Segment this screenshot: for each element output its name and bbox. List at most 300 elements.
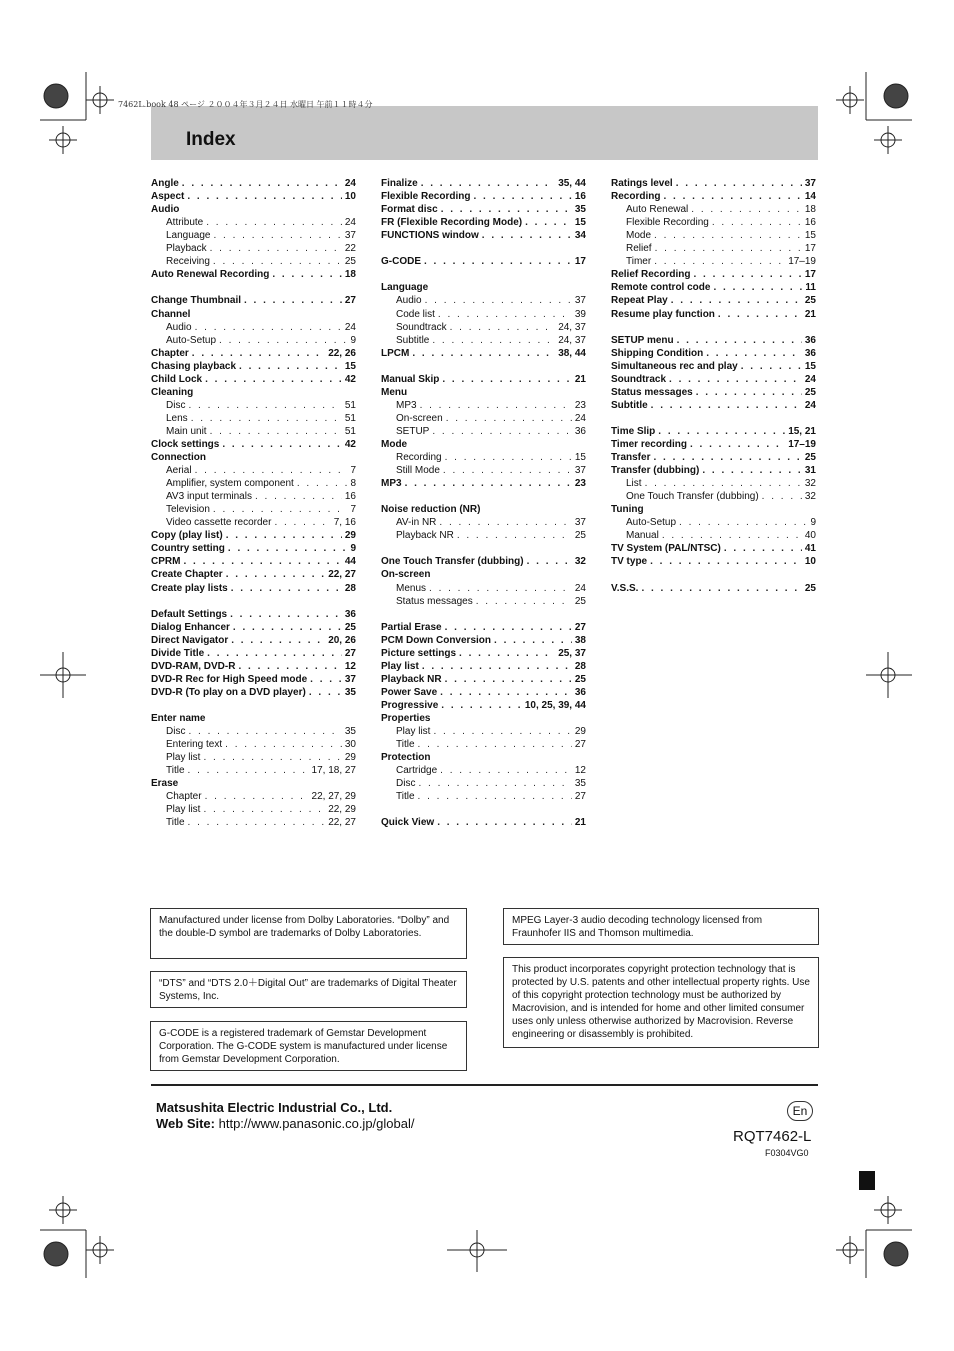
index-subentry bbox=[151, 242, 356, 255]
index-heading bbox=[381, 438, 586, 451]
index-label: MP3 bbox=[396, 399, 417, 411]
index-label: Title bbox=[166, 817, 185, 829]
leader-dots bbox=[645, 477, 802, 490]
language-badge: En bbox=[787, 1101, 813, 1121]
index-label: AV-in NR bbox=[396, 517, 437, 529]
index-label: SETUP menu bbox=[611, 334, 674, 346]
index-page: 25 bbox=[344, 256, 356, 268]
index-label: Auto-Setup bbox=[626, 517, 677, 529]
index-label: Language bbox=[381, 282, 429, 294]
leader-dots bbox=[203, 751, 341, 764]
index-page: 36 bbox=[574, 425, 586, 437]
index-page: 24 bbox=[344, 178, 356, 190]
leader-dots bbox=[494, 634, 572, 647]
index-entry bbox=[381, 216, 586, 229]
index-subentry bbox=[381, 529, 586, 542]
index-entry bbox=[151, 294, 356, 307]
index-page: 18 bbox=[804, 204, 816, 216]
index-heading bbox=[381, 568, 586, 581]
index-entry bbox=[611, 438, 816, 451]
index-entry bbox=[151, 360, 356, 373]
leader-dots bbox=[187, 190, 342, 203]
index-label: Connection bbox=[151, 452, 206, 464]
index-page: 27 bbox=[574, 739, 586, 751]
print-note: 7462L.book 48 ページ ２００４年３月２４日 水曜日 午前１１時４分 bbox=[118, 100, 373, 109]
index-subentry bbox=[381, 321, 586, 334]
leader-dots bbox=[230, 608, 342, 621]
leader-dots bbox=[696, 386, 802, 399]
leader-dots bbox=[206, 216, 342, 229]
index-spacer bbox=[381, 268, 586, 281]
index-page: 24 bbox=[804, 399, 816, 411]
leader-dots bbox=[439, 516, 571, 529]
index-page: 22 bbox=[344, 243, 356, 255]
index-page: 24 bbox=[574, 582, 586, 594]
leader-dots bbox=[654, 229, 802, 242]
index-page: 22, 27 bbox=[328, 817, 356, 829]
index-label: Receiving bbox=[166, 256, 210, 268]
index-entry bbox=[381, 660, 586, 673]
index-page: 9 bbox=[810, 517, 816, 529]
index-label: Simultaneous rec and play bbox=[611, 360, 738, 372]
index-page: 10 bbox=[344, 191, 356, 203]
index-label: Aerial bbox=[166, 465, 192, 477]
index-subentry bbox=[611, 216, 816, 229]
index-entry bbox=[151, 190, 356, 203]
index-entry bbox=[611, 268, 816, 281]
index-page: 37 bbox=[574, 465, 586, 477]
index-page: 17 bbox=[804, 269, 816, 281]
leader-dots bbox=[226, 568, 325, 581]
index-label: Auto Renewal bbox=[626, 204, 689, 216]
index-entry bbox=[151, 634, 356, 647]
index-entry bbox=[151, 268, 356, 281]
index-entry bbox=[611, 386, 816, 399]
index-page: 24 bbox=[344, 217, 356, 229]
leader-dots bbox=[693, 268, 801, 281]
index-label: Playback NR bbox=[381, 673, 442, 685]
index-label: Disc bbox=[396, 778, 416, 790]
index-page: 27 bbox=[574, 791, 586, 803]
index-heading bbox=[611, 503, 816, 516]
index-entry bbox=[381, 373, 586, 386]
index-page: 25, 37 bbox=[558, 647, 586, 659]
index-page: 7 bbox=[350, 465, 356, 477]
index-label: Cartridge bbox=[396, 765, 438, 777]
index-label: Transfer (dubbing) bbox=[611, 465, 700, 477]
index-entry bbox=[611, 177, 816, 190]
index-subentry bbox=[151, 725, 356, 738]
index-page: 24 bbox=[804, 373, 816, 385]
index-spacer bbox=[381, 490, 586, 503]
leader-dots bbox=[662, 529, 802, 542]
index-label: Play list bbox=[396, 726, 431, 738]
index-label: Relief Recording bbox=[611, 269, 691, 281]
index-entry bbox=[381, 686, 586, 699]
index-label: DVD-R (To play on a DVD player) bbox=[151, 686, 306, 698]
index-entry bbox=[381, 699, 586, 712]
leader-dots bbox=[658, 425, 785, 438]
leader-dots bbox=[205, 373, 342, 386]
index-page: 7, 16 bbox=[333, 517, 356, 529]
leader-dots bbox=[441, 203, 572, 216]
index-label: Chasing playback bbox=[151, 360, 237, 372]
index-page: 16 bbox=[804, 217, 816, 229]
leader-dots bbox=[225, 738, 342, 751]
index-label: Finalize bbox=[381, 178, 418, 190]
index-subentry bbox=[381, 294, 586, 307]
index-entry bbox=[611, 294, 816, 307]
index-page: 42 bbox=[344, 438, 356, 450]
index-subentry bbox=[151, 490, 356, 503]
index-subentry bbox=[611, 203, 816, 216]
index-label: Default Settings bbox=[151, 608, 228, 620]
leader-dots bbox=[420, 399, 572, 412]
index-subentry bbox=[151, 216, 356, 229]
leader-dots bbox=[214, 229, 342, 242]
leader-dots bbox=[691, 203, 802, 216]
index-page: 39 bbox=[574, 308, 586, 320]
leader-dots bbox=[309, 686, 342, 699]
index-label: Child Lock bbox=[151, 373, 203, 385]
index-heading bbox=[151, 307, 356, 320]
index-subentry bbox=[381, 412, 586, 425]
index-page: 36 bbox=[574, 686, 586, 698]
leader-dots bbox=[231, 634, 325, 647]
index-label: On-screen bbox=[381, 569, 431, 581]
index-label: Flexible Recording bbox=[381, 191, 471, 203]
index-entry bbox=[381, 203, 586, 216]
index-page: 9 bbox=[350, 543, 356, 555]
index-entry bbox=[151, 581, 356, 594]
leader-dots bbox=[669, 373, 802, 386]
leader-dots bbox=[653, 451, 801, 464]
leader-dots bbox=[445, 621, 572, 634]
index-page: 15 bbox=[574, 217, 586, 229]
index-entry bbox=[381, 634, 586, 647]
page-title: Index bbox=[186, 129, 236, 150]
index-page: 35 bbox=[574, 778, 586, 790]
index-label: Title bbox=[396, 791, 415, 803]
index-label: Country setting bbox=[151, 543, 225, 555]
index-entry bbox=[611, 451, 816, 464]
leader-dots bbox=[226, 529, 342, 542]
index-subentry bbox=[611, 490, 816, 503]
index-label: Remote control code bbox=[611, 282, 711, 294]
index-page: 37 bbox=[574, 295, 586, 307]
index-page: 17 bbox=[804, 243, 816, 255]
leader-dots bbox=[412, 347, 555, 360]
index-page: 14 bbox=[804, 191, 816, 203]
index-page: 42 bbox=[344, 373, 356, 385]
index-page: 15 bbox=[574, 452, 586, 464]
index-page: 29 bbox=[344, 752, 356, 764]
leader-dots bbox=[195, 321, 342, 334]
index-entry bbox=[381, 673, 586, 686]
index-subentry bbox=[611, 477, 816, 490]
index-entry bbox=[151, 529, 356, 542]
index-label: Play list bbox=[166, 752, 201, 764]
index-label: V.S.S. bbox=[611, 582, 639, 594]
leader-dots bbox=[297, 477, 348, 490]
leader-dots bbox=[310, 673, 342, 686]
index-label: Mode bbox=[626, 230, 652, 242]
index-page: 35, 44 bbox=[558, 178, 586, 190]
leader-dots bbox=[228, 542, 348, 555]
index-subentry bbox=[381, 595, 586, 608]
index-spacer bbox=[611, 412, 816, 425]
leader-dots bbox=[219, 334, 347, 347]
index-label: Protection bbox=[381, 752, 431, 764]
leader-dots bbox=[422, 660, 572, 673]
leader-dots bbox=[405, 477, 572, 490]
leader-dots bbox=[210, 242, 342, 255]
index-entry bbox=[151, 347, 356, 360]
leader-dots bbox=[438, 308, 572, 321]
index-spacer bbox=[381, 542, 586, 555]
index-label: Properties bbox=[381, 712, 431, 724]
index-label: MP3 bbox=[381, 478, 402, 490]
index-subentry bbox=[151, 321, 356, 334]
index-label: Subtitle bbox=[611, 399, 648, 411]
leader-dots bbox=[525, 216, 572, 229]
index-label: Cleaning bbox=[151, 386, 194, 398]
leader-dots bbox=[188, 725, 341, 738]
index-label: Create play lists bbox=[151, 582, 228, 594]
index-spacer bbox=[151, 281, 356, 294]
leader-dots bbox=[272, 268, 342, 281]
web-label: Web Site: bbox=[156, 1116, 215, 1131]
index-entry bbox=[611, 581, 816, 594]
index-page: 21 bbox=[574, 373, 586, 385]
index-entry bbox=[611, 360, 816, 373]
index-page: 15, 21 bbox=[788, 425, 816, 437]
index-page: 29 bbox=[344, 530, 356, 542]
index-label: Relief bbox=[626, 243, 652, 255]
leader-dots bbox=[418, 777, 571, 790]
leader-dots bbox=[437, 816, 572, 829]
index-page: 9 bbox=[350, 334, 356, 346]
index-subentry bbox=[151, 790, 356, 803]
index-page: 12 bbox=[344, 660, 356, 672]
index-label: DVD-RAM, DVD-R bbox=[151, 660, 236, 672]
index-label: Playback bbox=[166, 243, 207, 255]
leader-dots bbox=[527, 555, 572, 568]
index-label: Audio bbox=[166, 321, 192, 333]
index-subentry bbox=[611, 529, 816, 542]
index-entry bbox=[381, 255, 586, 268]
index-label: Copy (play list) bbox=[151, 530, 223, 542]
leader-dots bbox=[239, 360, 342, 373]
leader-dots bbox=[450, 321, 556, 334]
print-code: F0304VG0 bbox=[765, 1148, 809, 1158]
index-page: 32 bbox=[804, 478, 816, 490]
index-page: 41 bbox=[804, 543, 816, 555]
index-column-1 bbox=[151, 177, 356, 829]
leader-dots bbox=[441, 699, 522, 712]
index-subentry bbox=[611, 242, 816, 255]
leader-dots bbox=[641, 582, 801, 595]
index-subentry bbox=[381, 399, 586, 412]
leader-dots bbox=[424, 255, 572, 268]
index-entry bbox=[151, 542, 356, 555]
leader-dots bbox=[440, 686, 572, 699]
index-label: One Touch Transfer (dubbing) bbox=[626, 491, 759, 503]
index-heading bbox=[381, 712, 586, 725]
index-label: Transfer bbox=[611, 452, 651, 464]
index-subentry bbox=[151, 738, 356, 751]
index-label: CPRM bbox=[151, 556, 181, 568]
leader-dots bbox=[244, 294, 342, 307]
index-subentry bbox=[151, 503, 356, 516]
leader-dots bbox=[663, 190, 801, 203]
index-subentry bbox=[151, 816, 356, 829]
index-label: Amplifier, system component bbox=[166, 478, 294, 490]
index-label: Tuning bbox=[611, 504, 644, 516]
index-spacer bbox=[381, 242, 586, 255]
index-label: Title bbox=[166, 765, 185, 777]
index-label: Disc bbox=[166, 726, 186, 738]
index-label: Aspect bbox=[151, 191, 185, 203]
index-label: Mode bbox=[381, 438, 408, 450]
index-page: 24, 37 bbox=[558, 321, 586, 333]
index-page: 30 bbox=[344, 739, 356, 751]
index-label: Erase bbox=[151, 778, 179, 790]
index-label: List bbox=[626, 478, 642, 490]
index-subentry bbox=[381, 790, 586, 803]
leader-dots bbox=[706, 347, 802, 360]
index-heading bbox=[381, 751, 586, 764]
leader-dots bbox=[718, 308, 802, 321]
index-entry bbox=[611, 542, 816, 555]
index-spacer bbox=[381, 608, 586, 621]
index-label: Audio bbox=[151, 204, 180, 216]
index-heading bbox=[151, 777, 356, 790]
index-label: Chapter bbox=[151, 347, 189, 359]
index-label: Soundtrack bbox=[611, 373, 667, 385]
index-page: 35 bbox=[574, 204, 586, 216]
index-subentry bbox=[151, 751, 356, 764]
leader-dots bbox=[446, 412, 572, 425]
index-page: 27 bbox=[344, 647, 356, 659]
mpeg-notice: MPEG Layer-3 audio decoding technology licensed from Fraunhofer IIS and Thomson multimedia. bbox=[503, 908, 819, 945]
index-entry bbox=[381, 177, 586, 190]
index-page: 10, 25, 39, 44 bbox=[524, 699, 586, 711]
leader-dots bbox=[222, 438, 342, 451]
leader-dots bbox=[421, 177, 556, 190]
leader-dots bbox=[425, 294, 572, 307]
leader-dots bbox=[188, 399, 341, 412]
index-subentry bbox=[381, 425, 586, 438]
index-label: DVD-R Rec for High Speed mode bbox=[151, 673, 308, 685]
index-label: AV3 input terminals bbox=[166, 491, 252, 503]
index-subentry bbox=[381, 738, 586, 751]
web-url[interactable]: http://www.panasonic.co.jp/global/ bbox=[218, 1116, 415, 1131]
index-label: Still Mode bbox=[396, 465, 440, 477]
index-subentry bbox=[151, 516, 356, 529]
leader-dots bbox=[188, 764, 309, 777]
leader-dots bbox=[651, 399, 802, 412]
leader-dots bbox=[213, 503, 348, 516]
index-label: Entering text bbox=[166, 739, 223, 751]
index-entry bbox=[151, 555, 356, 568]
index-label: Recording bbox=[396, 452, 442, 464]
index-label: Manual Skip bbox=[381, 373, 440, 385]
index-spacer bbox=[381, 803, 586, 816]
index-page: 22, 29 bbox=[328, 804, 356, 816]
index-label: LPCM bbox=[381, 347, 410, 359]
index-label: Direct Navigator bbox=[151, 634, 229, 646]
index-subentry bbox=[151, 764, 356, 777]
index-label: Auto-Setup bbox=[166, 334, 217, 346]
index-label: One Touch Transfer (dubbing) bbox=[381, 556, 524, 568]
index-label: Language bbox=[166, 230, 211, 242]
index-page: 20, 26 bbox=[328, 634, 356, 646]
title-band bbox=[151, 106, 818, 160]
index-page: 37 bbox=[344, 673, 356, 685]
index-label: Enter name bbox=[151, 712, 206, 724]
leader-dots bbox=[274, 516, 330, 529]
index-label: Flexible Recording bbox=[626, 217, 709, 229]
index-subentry bbox=[381, 725, 586, 738]
leader-dots bbox=[238, 660, 341, 673]
leader-dots bbox=[432, 425, 572, 438]
index-label: Attribute bbox=[166, 217, 204, 229]
index-column-2 bbox=[381, 177, 586, 829]
index-entry bbox=[151, 373, 356, 386]
index-page: 44 bbox=[344, 556, 356, 568]
index-spacer bbox=[611, 568, 816, 581]
leader-dots bbox=[713, 281, 802, 294]
index-label: Timer bbox=[626, 256, 652, 268]
index-spacer bbox=[151, 699, 356, 712]
macrovision-notice: This product incorporates copyright protection technology that is protected by U.S. patents and other intellectual property rights. Use of this copyright protection technology must be authorized by Macrovision, and is intended for home and other limited consumer uses only unless otherwise authorized by Macrovision. Reverse engineering or disassembly is prohibited. bbox=[503, 957, 819, 1048]
index-label: Ratings level bbox=[611, 178, 673, 190]
index-page: 34 bbox=[574, 230, 586, 242]
index-label: Play list bbox=[166, 804, 201, 816]
index-label: Code list bbox=[396, 308, 435, 320]
leader-dots bbox=[762, 490, 802, 503]
leader-dots bbox=[432, 334, 555, 347]
index-label: Dialog Enhancer bbox=[151, 621, 230, 633]
footer-rule bbox=[151, 1084, 818, 1086]
leader-dots bbox=[445, 451, 572, 464]
index-label: Picture settings bbox=[381, 647, 457, 659]
index-column-3 bbox=[611, 177, 816, 595]
index-page: 24, 37 bbox=[558, 334, 586, 346]
leader-dots bbox=[679, 516, 807, 529]
index-label: Chapter bbox=[166, 791, 202, 803]
index-heading bbox=[381, 503, 586, 516]
index-label: Soundtrack bbox=[396, 321, 447, 333]
leader-dots bbox=[443, 464, 572, 477]
index-page: 29 bbox=[574, 726, 586, 738]
leader-dots bbox=[671, 294, 802, 307]
index-entry bbox=[151, 660, 356, 673]
index-label: Television bbox=[166, 504, 210, 516]
leader-dots bbox=[183, 555, 341, 568]
index-page: 24 bbox=[574, 412, 586, 424]
index-entry bbox=[151, 608, 356, 621]
leader-dots bbox=[476, 595, 572, 608]
index-label: Shipping Condition bbox=[611, 347, 704, 359]
index-page: 31 bbox=[804, 465, 816, 477]
index-page: 25 bbox=[574, 530, 586, 542]
index-label: TV System (PAL/NTSC) bbox=[611, 543, 721, 555]
leader-dots bbox=[677, 334, 802, 347]
index-page: 36 bbox=[804, 334, 816, 346]
index-label: Create Chapter bbox=[151, 569, 223, 581]
